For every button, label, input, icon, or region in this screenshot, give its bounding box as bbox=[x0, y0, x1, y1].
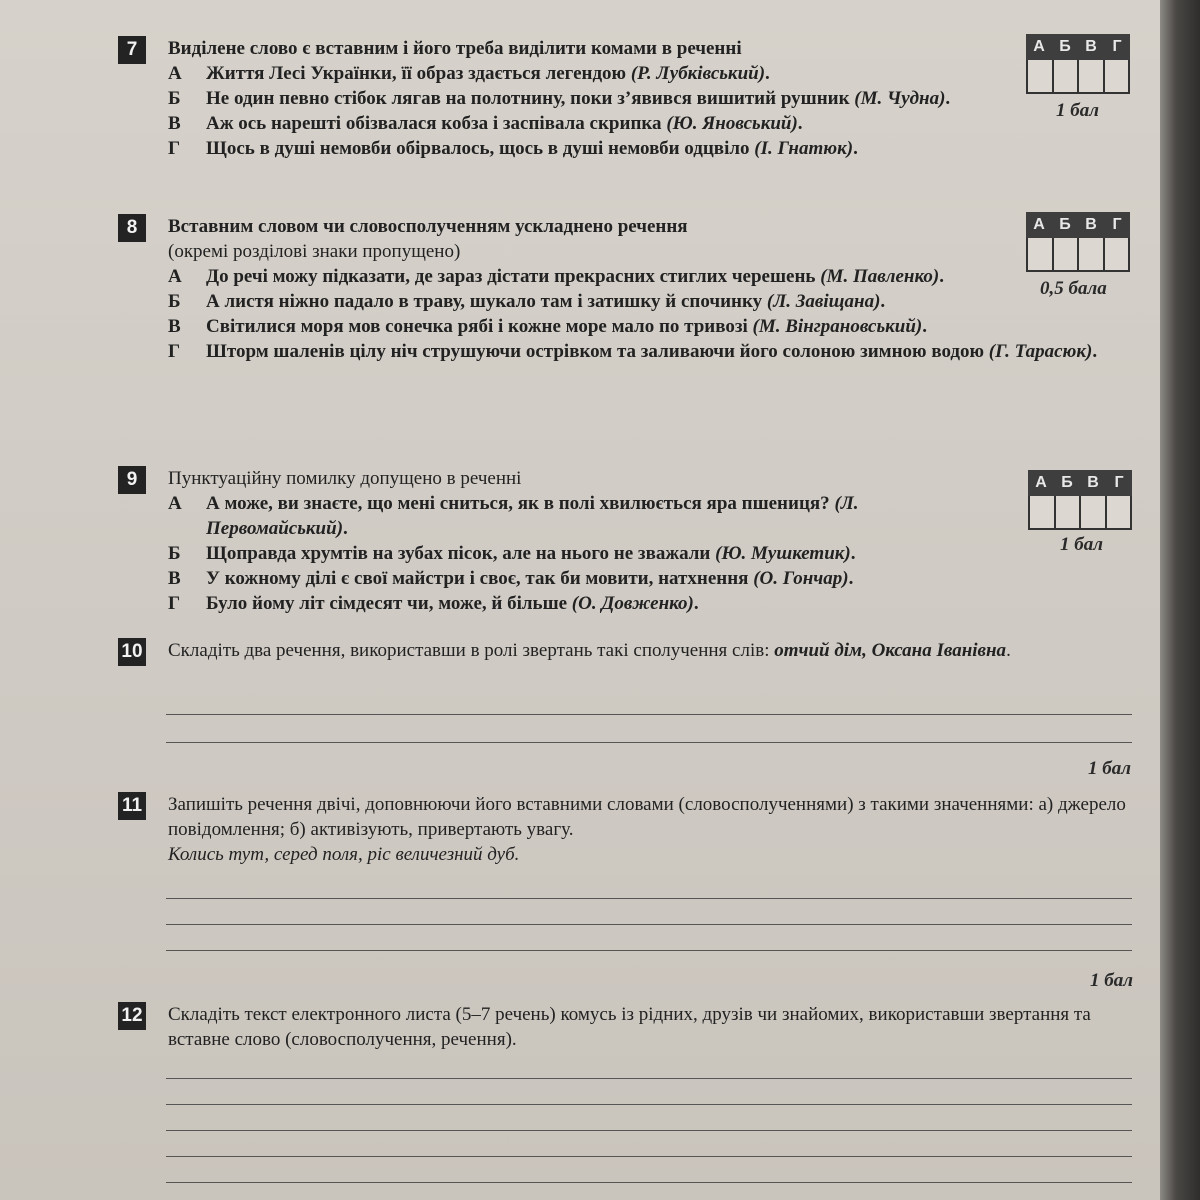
answer-line[interactable] bbox=[166, 742, 1132, 743]
task-sentence: Колись тут, серед поля, ріс величезний дуб. bbox=[168, 844, 520, 865]
task-question-note: (окремі розділові знаки пропущено) bbox=[168, 241, 461, 262]
author-citation: (Ю. Яновський) bbox=[666, 113, 798, 134]
answer-option-c bbox=[168, 314, 1128, 339]
answer-line[interactable] bbox=[166, 924, 1132, 925]
answer-cell-b[interactable] bbox=[1056, 496, 1082, 528]
grid-letter: Б bbox=[1061, 474, 1073, 491]
grid-letter: А bbox=[1035, 474, 1047, 491]
option-text: Світилися моря мов сонечка рябі і кожне море мало по тривозі bbox=[206, 316, 753, 337]
score-label: 1 бал bbox=[1090, 970, 1133, 991]
task-question: Виділене слово є вставним і його треба виділити комами в реченні bbox=[168, 38, 742, 59]
option-letter: Г bbox=[168, 593, 181, 614]
answer-option-a bbox=[168, 61, 1128, 86]
option-text: У кожному ділі є свої майстри і своє, так би мовити, натхнення bbox=[206, 568, 754, 589]
author-citation: (Ю. Мушкетик) bbox=[715, 543, 851, 564]
punctuation: . bbox=[797, 113, 803, 134]
author-citation: (Л. Завіщана) bbox=[766, 291, 881, 312]
answer-line[interactable] bbox=[166, 1156, 1132, 1157]
answer-option-d bbox=[168, 591, 1128, 616]
punctuation: . bbox=[765, 63, 770, 84]
task-number-badge: 7 bbox=[118, 36, 146, 64]
task-12 bbox=[118, 1002, 1128, 1052]
punctuation: . bbox=[853, 138, 858, 159]
task-question bbox=[168, 638, 1128, 663]
option-text: А може, ви знаєте, що мені сниться, як в полі хвилюється яра пшениця? bbox=[206, 493, 835, 514]
grid-letter: Г bbox=[1114, 474, 1124, 491]
answer-line[interactable] bbox=[166, 898, 1132, 899]
author-citation: (Г. Тарасюк) bbox=[988, 341, 1093, 362]
option-letter: В bbox=[168, 113, 181, 134]
answer-cell-a[interactable] bbox=[1028, 238, 1054, 270]
grid-letter: А bbox=[1033, 38, 1045, 55]
answer-cell-d[interactable] bbox=[1107, 496, 1131, 528]
option-letter: А bbox=[168, 266, 182, 287]
option-letter: А bbox=[168, 63, 182, 84]
option-text: Аж ось bbox=[206, 113, 271, 134]
option-letter: В bbox=[168, 316, 181, 337]
author-citation: (О. Гончар) bbox=[753, 568, 849, 589]
option-text: Було йому літ сімдесят чи, може, й більше bbox=[206, 593, 572, 614]
grid-letter: В bbox=[1085, 38, 1097, 55]
answer-cell-c[interactable] bbox=[1079, 60, 1105, 92]
task-11 bbox=[118, 792, 1128, 867]
task-number-badge: 12 bbox=[118, 1002, 146, 1030]
question-text: Складіть два речення, використавши в ролі звертань такі сполучення слів: bbox=[168, 640, 775, 661]
answer-grid-7 bbox=[1026, 34, 1130, 94]
answer-cell-a[interactable] bbox=[1028, 60, 1054, 92]
highlighted-word: нарешті bbox=[270, 113, 342, 134]
answer-option-c bbox=[168, 566, 1128, 591]
answer-cell-c[interactable] bbox=[1081, 496, 1107, 528]
punctuation: . bbox=[1092, 341, 1098, 362]
option-text: А листя ніжно падало в траву, шукало там і затишку й спочинку bbox=[206, 291, 767, 312]
option-text: Щоправда хрумтів на зубах пісок, але на нього не зважали bbox=[206, 543, 716, 564]
answer-option-c bbox=[168, 111, 1128, 136]
answer-option-b bbox=[168, 289, 1128, 314]
answer-option-a bbox=[168, 491, 1128, 541]
option-text: Шторм шаленів цілу ніч струшуючи острівком та заливаючи його солоною зимною водою bbox=[206, 341, 989, 362]
option-letter: Г bbox=[168, 138, 181, 159]
answer-cell-d[interactable] bbox=[1105, 60, 1129, 92]
task-number-badge: 9 bbox=[118, 466, 146, 494]
author-citation: (М. Павленко) bbox=[820, 266, 940, 287]
highlighted-word: певно bbox=[279, 88, 330, 109]
task-number-badge: 8 bbox=[118, 214, 146, 242]
answer-cell-b[interactable] bbox=[1054, 238, 1080, 270]
punctuation: . bbox=[693, 593, 699, 614]
punctuation: . bbox=[848, 568, 854, 589]
page-edge-shadow bbox=[1160, 0, 1200, 1200]
task-number-badge: 11 bbox=[118, 792, 146, 820]
answer-line[interactable] bbox=[166, 950, 1132, 951]
option-letter: Б bbox=[168, 88, 181, 109]
task-8 bbox=[118, 214, 1128, 364]
author-citation: (М. Вінграновський) bbox=[752, 316, 923, 337]
task-10 bbox=[118, 638, 1128, 663]
answer-line[interactable] bbox=[166, 714, 1132, 715]
score-label: 1 бал bbox=[1056, 100, 1099, 121]
answer-option-d bbox=[168, 339, 1128, 364]
answer-option-b bbox=[168, 541, 1128, 566]
punctuation: . bbox=[343, 518, 348, 539]
score-label: 0,5 бала bbox=[1040, 278, 1107, 299]
author-citation: (І. Гнатюк) bbox=[754, 138, 854, 159]
punctuation: . bbox=[880, 291, 886, 312]
punctuation: . bbox=[939, 266, 944, 287]
answer-grid-8 bbox=[1026, 212, 1130, 272]
answer-line[interactable] bbox=[166, 1182, 1132, 1183]
punctuation: . bbox=[1006, 640, 1011, 661]
punctuation: . bbox=[922, 316, 928, 337]
author-citation: (О. Довженко) bbox=[571, 593, 694, 614]
option-text: обізвалася кобза і заспівала скрипка bbox=[341, 113, 667, 134]
option-letter: Б bbox=[168, 543, 181, 564]
grid-letter: Б bbox=[1059, 216, 1071, 233]
grid-letter: В bbox=[1087, 474, 1099, 491]
option-letter: А bbox=[168, 493, 182, 514]
task-9 bbox=[118, 466, 1128, 616]
author-citation: (Л. Первомайський) bbox=[206, 493, 859, 539]
answer-cell-a[interactable] bbox=[1030, 496, 1056, 528]
option-text: До речі можу підказати, де зараз дістати прекрасних стиглих черешень bbox=[206, 266, 821, 287]
author-citation: (М. Чудна) bbox=[854, 88, 946, 109]
answer-cell-d[interactable] bbox=[1105, 238, 1129, 270]
option-text: легендою bbox=[540, 63, 631, 84]
answer-option-d bbox=[168, 136, 1128, 161]
option-text: стібок лягав на полотнину, поки з’явився вишитий рушник bbox=[329, 88, 855, 109]
highlighted-word: здається bbox=[468, 63, 541, 84]
task-question: Пунктуаційну помилку допущено в реченні bbox=[168, 468, 522, 489]
emphasized-phrase: отчий дім, Оксана Іванівна bbox=[774, 640, 1007, 661]
answer-line[interactable] bbox=[166, 1104, 1132, 1105]
answer-cell-c[interactable] bbox=[1079, 238, 1105, 270]
punctuation: . bbox=[945, 88, 951, 109]
highlighted-word: немовби bbox=[319, 138, 392, 159]
answer-cell-b[interactable] bbox=[1054, 60, 1080, 92]
score-label: 1 бал bbox=[1088, 758, 1131, 779]
author-citation: (Р. Лубківський) bbox=[630, 63, 766, 84]
option-text: Не один bbox=[206, 88, 280, 109]
task-question: Запишіть речення двічі, доповнюючи його вставними словами (словосполученнями) з такими значеннями: а) джерело повідомлення; б) активізують, привертають увагу. bbox=[168, 794, 1126, 840]
option-letter: Б bbox=[168, 291, 181, 312]
option-letter: В bbox=[168, 568, 181, 589]
answer-option-b bbox=[168, 86, 1128, 111]
task-number-badge: 10 bbox=[118, 638, 146, 666]
task-question: Складіть текст електронного листа (5–7 речень) комусь із рідних, друзів чи знайомих, використавши звертання та вставне слово (словосполучення, речення). bbox=[168, 1004, 1091, 1050]
grid-letter: Б bbox=[1059, 38, 1071, 55]
punctuation: . bbox=[850, 543, 856, 564]
task-question: Вставним словом чи словосполученням ускладнено речення bbox=[168, 216, 688, 237]
option-text: Життя Лесі Українки, її образ bbox=[206, 63, 469, 84]
answer-line[interactable] bbox=[166, 1130, 1132, 1131]
answer-option-a bbox=[168, 264, 1128, 289]
grid-letter: Г bbox=[1112, 38, 1122, 55]
answer-grid-9 bbox=[1028, 470, 1132, 530]
option-text: Щось в душі bbox=[206, 138, 320, 159]
score-label: 1 бал bbox=[1060, 534, 1103, 555]
grid-letter: А bbox=[1033, 216, 1045, 233]
grid-letter: В bbox=[1085, 216, 1097, 233]
task-7 bbox=[118, 36, 1128, 161]
option-text: обірвалось, щось в душі немовби одцвіло bbox=[391, 138, 755, 159]
answer-line[interactable] bbox=[166, 1078, 1132, 1079]
option-letter: Г bbox=[168, 341, 181, 362]
grid-letter: Г bbox=[1112, 216, 1122, 233]
